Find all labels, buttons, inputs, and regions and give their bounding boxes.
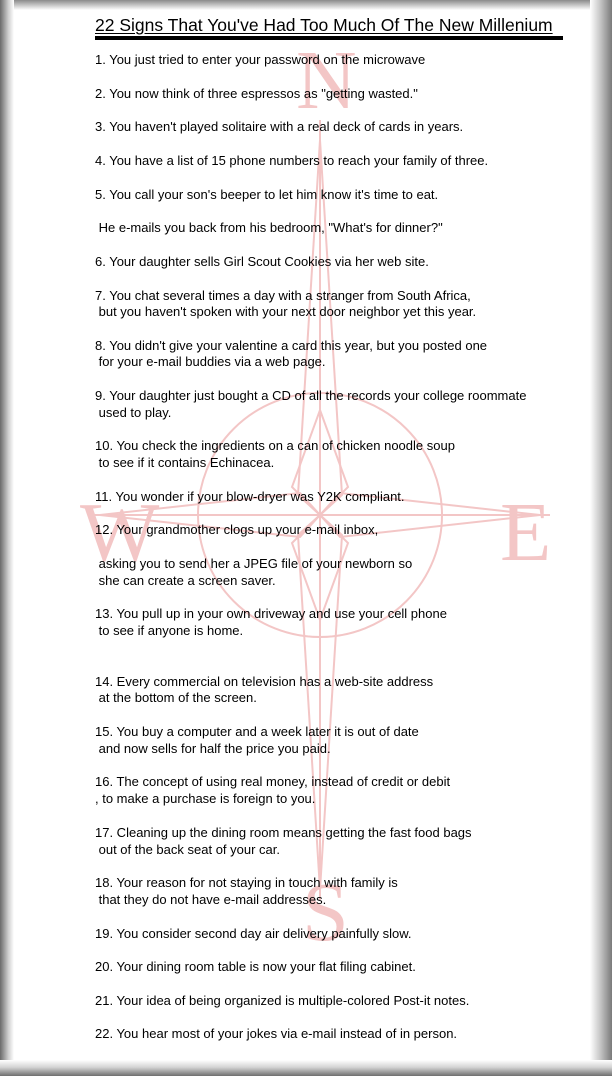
list-item-1: 1. You just tried to enter your password on the microwave (95, 52, 426, 67)
list-item-12-cont: asking you to send her a JPEG file of your newborn so (95, 556, 413, 571)
list-item-16-cont: , to make a purchase is foreign to you. (95, 791, 316, 806)
compass-east-letter: E (500, 486, 552, 579)
list-item-14: 14. Every commercial on television has a web-site address (95, 674, 434, 689)
list-item-19: 19. You consider second day air delivery painfully slow. (95, 926, 412, 941)
compass-south-letter: S (302, 866, 349, 959)
frame-shadow-right (590, 0, 612, 1076)
compass-north-letter: N (296, 40, 357, 127)
list-item-4: 4. You have a list of 15 phone numbers to reach your family of three. (95, 153, 489, 168)
list-item-18-cont: that they do not have e-mail addresses. (95, 892, 327, 907)
list-item-14-cont: at the bottom of the screen. (95, 690, 257, 705)
list-item-2: 2. You now think of three espressos as "getting wasted." (95, 86, 418, 101)
list-item-15-cont: and now sells for half the price you paid. (95, 741, 331, 756)
page-title: 22 Signs That You've Had Too Much Of The New Millenium (95, 15, 553, 35)
frame-shadow-top (0, 0, 612, 10)
list-item-9: 9. Your daughter just bought a CD of all the records your college roommate (95, 388, 527, 403)
list-item-9-cont: used to play. (95, 405, 172, 420)
title-rule (95, 36, 563, 40)
list-item-10: 10. You check the ingredients on a can of chicken noodle soup (95, 438, 455, 453)
list-item-13: 13. You pull up in your own driveway and use your cell phone (95, 606, 447, 621)
list-item-7-cont: but you haven't spoken with your next door neighbor yet this year. (95, 304, 477, 319)
frame-shadow-bottom (0, 1060, 612, 1076)
list-item-12-cont-2: she can create a screen saver. (95, 573, 276, 588)
list-item-5: 5. You call your son's beeper to let him know it's time to eat. (95, 187, 439, 202)
list-item-13-cont: to see if anyone is home. (95, 623, 244, 638)
list-item-20: 20. Your dining room table is now your flat filing cabinet. (95, 959, 416, 974)
list-item-21: 21. Your idea of being organized is multiple-colored Post-it notes. (95, 993, 470, 1008)
list-item-8: 8. You didn't give your valentine a card this year, but you posted one (95, 338, 488, 353)
list-item-6: 6. Your daughter sells Girl Scout Cookies via her web site. (95, 254, 429, 269)
list-item-17-cont: out of the back seat of your car. (95, 842, 280, 857)
list-item-18: 18. Your reason for not staying in touch with family is (95, 875, 398, 890)
list-item-22: 22. You hear most of your jokes via e-mail instead of in person. (95, 1026, 458, 1041)
list-item-5-cont: He e-mails you back from his bedroom, "What's for dinner?" (95, 220, 443, 235)
list-item-16: 16. The concept of using real money, instead of credit or debit (95, 774, 451, 789)
compass-west-letter: W (80, 486, 160, 579)
list-item-3: 3. You haven't played solitaire with a real deck of cards in years. (95, 119, 464, 134)
list-item-8-cont: for your e-mail buddies via a web page. (95, 354, 326, 369)
list-item-7: 7. You chat several times a day with a stranger from South Africa, (95, 288, 471, 303)
frame-shadow-left (0, 0, 14, 1076)
list-item-15: 15. You buy a computer and a week later it is out of date (95, 724, 419, 739)
list-item-12: 12. Your grandmother clogs up your e-mail inbox, (95, 522, 379, 537)
compass-ring (198, 393, 442, 637)
list-item-17: 17. Cleaning up the dining room means getting the fast food bags (95, 825, 472, 840)
list-item-11: 11. You wonder if your blow-dryer was Y2K compliant. (95, 489, 405, 504)
list-item-10-cont: to see if it contains Echinacea. (95, 455, 275, 470)
